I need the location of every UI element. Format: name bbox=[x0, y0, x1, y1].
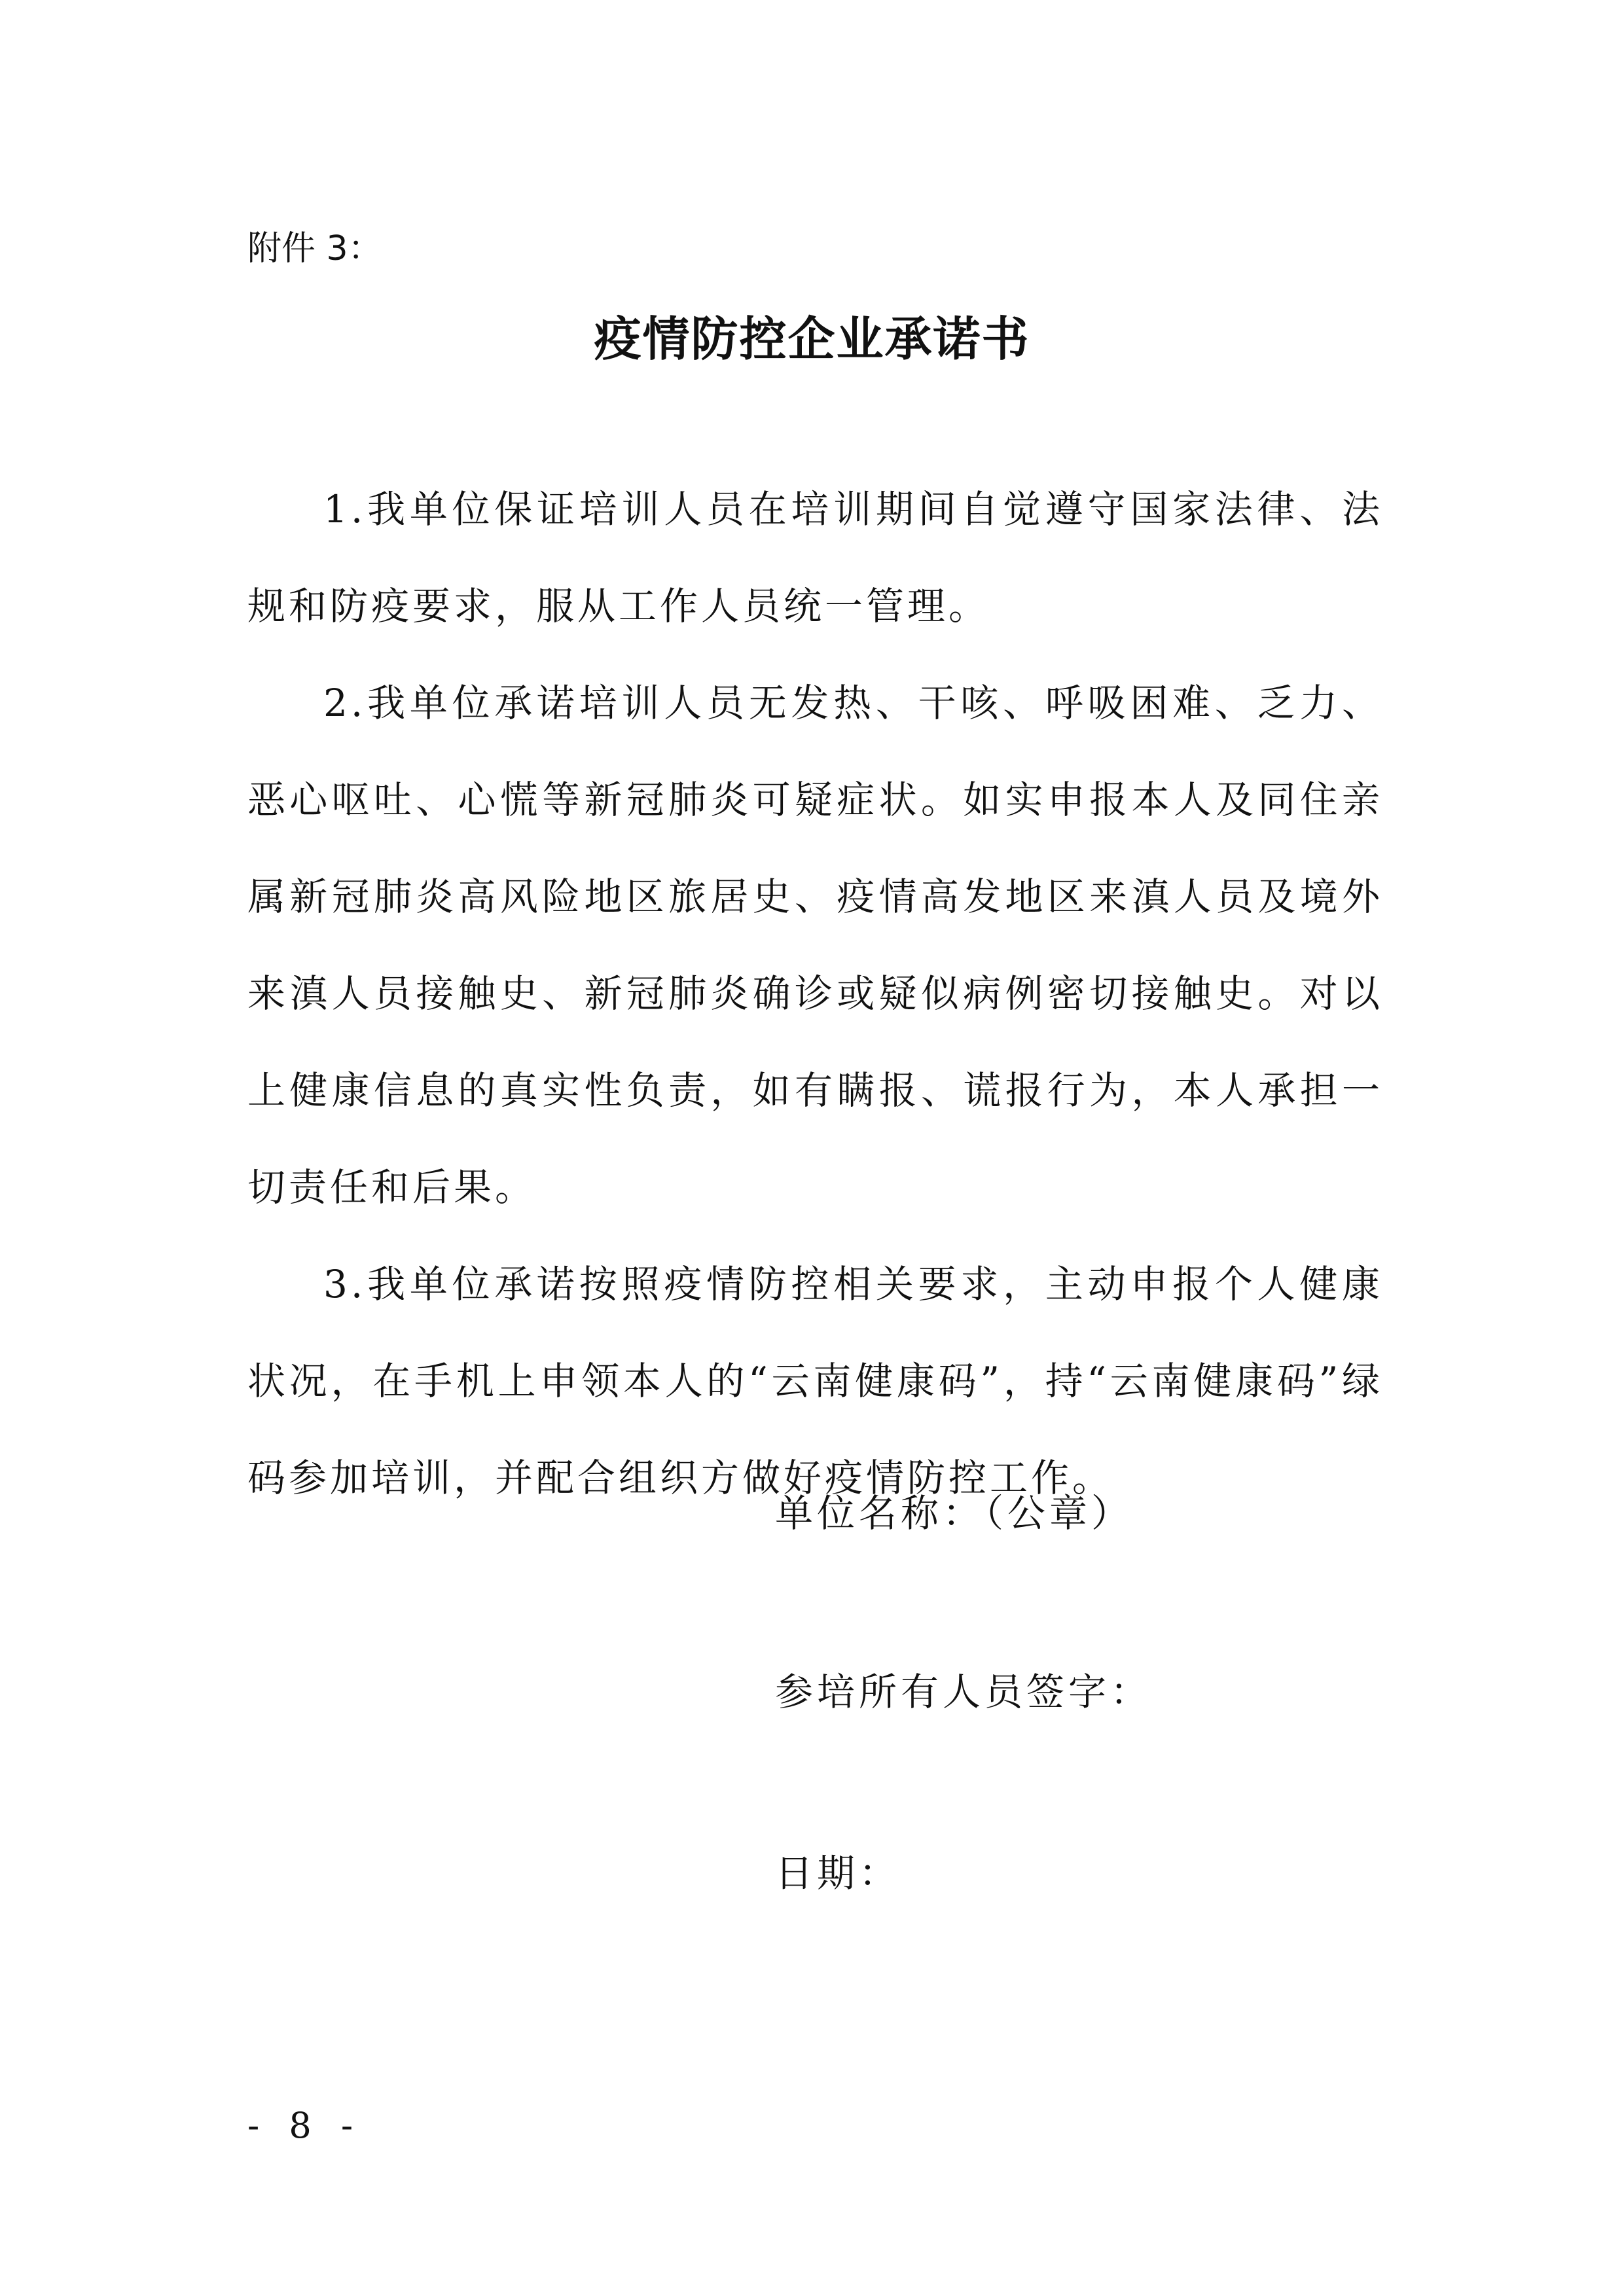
document-title: 疫情防控企业承诺书 bbox=[594, 311, 1030, 367]
unit-name-seal-field: 单位名称：（公章） bbox=[775, 1491, 1134, 1535]
attachment-label: 附件 3： bbox=[247, 229, 382, 268]
commitment-paragraph-3: 3.我单位承诺按照疫情防控相关要求，主动申报个人健康状况，在手机上申领本人的“云南健康码”，持“云南健康码”绿码参加培训，并配合组织方做好疫情防控工作。 bbox=[247, 1262, 1383, 1500]
commitment-paragraph-2: 2.我单位承诺培训人员无发热、干咳、呼吸困难、乏力、恶心呕吐、心慌等新冠肺炎可疑症状。如实申报本人及同住亲属新冠肺炎高风险地区旅居史、疫情高发地区来滇人员及境外来滇人员接触史、新冠肺炎确诊或疑似病例密切接触史。对以上健康信息的真实性负责，如有瞒报、谎报行为，本人承担一切责任和后果。 bbox=[247, 681, 1383, 1210]
date-field: 日期： bbox=[775, 1851, 901, 1895]
commitment-body bbox=[247, 461, 1383, 1526]
commitment-paragraph-1: 1.我单位保证培训人员在培训期间自觉遵守国家法律、法规和防疫要求，服从工作人员统一管理。 bbox=[247, 487, 1383, 628]
page-number: - 8 - bbox=[247, 2105, 363, 2146]
participants-signature-field: 参培所有人员签字： bbox=[775, 1670, 1153, 1714]
